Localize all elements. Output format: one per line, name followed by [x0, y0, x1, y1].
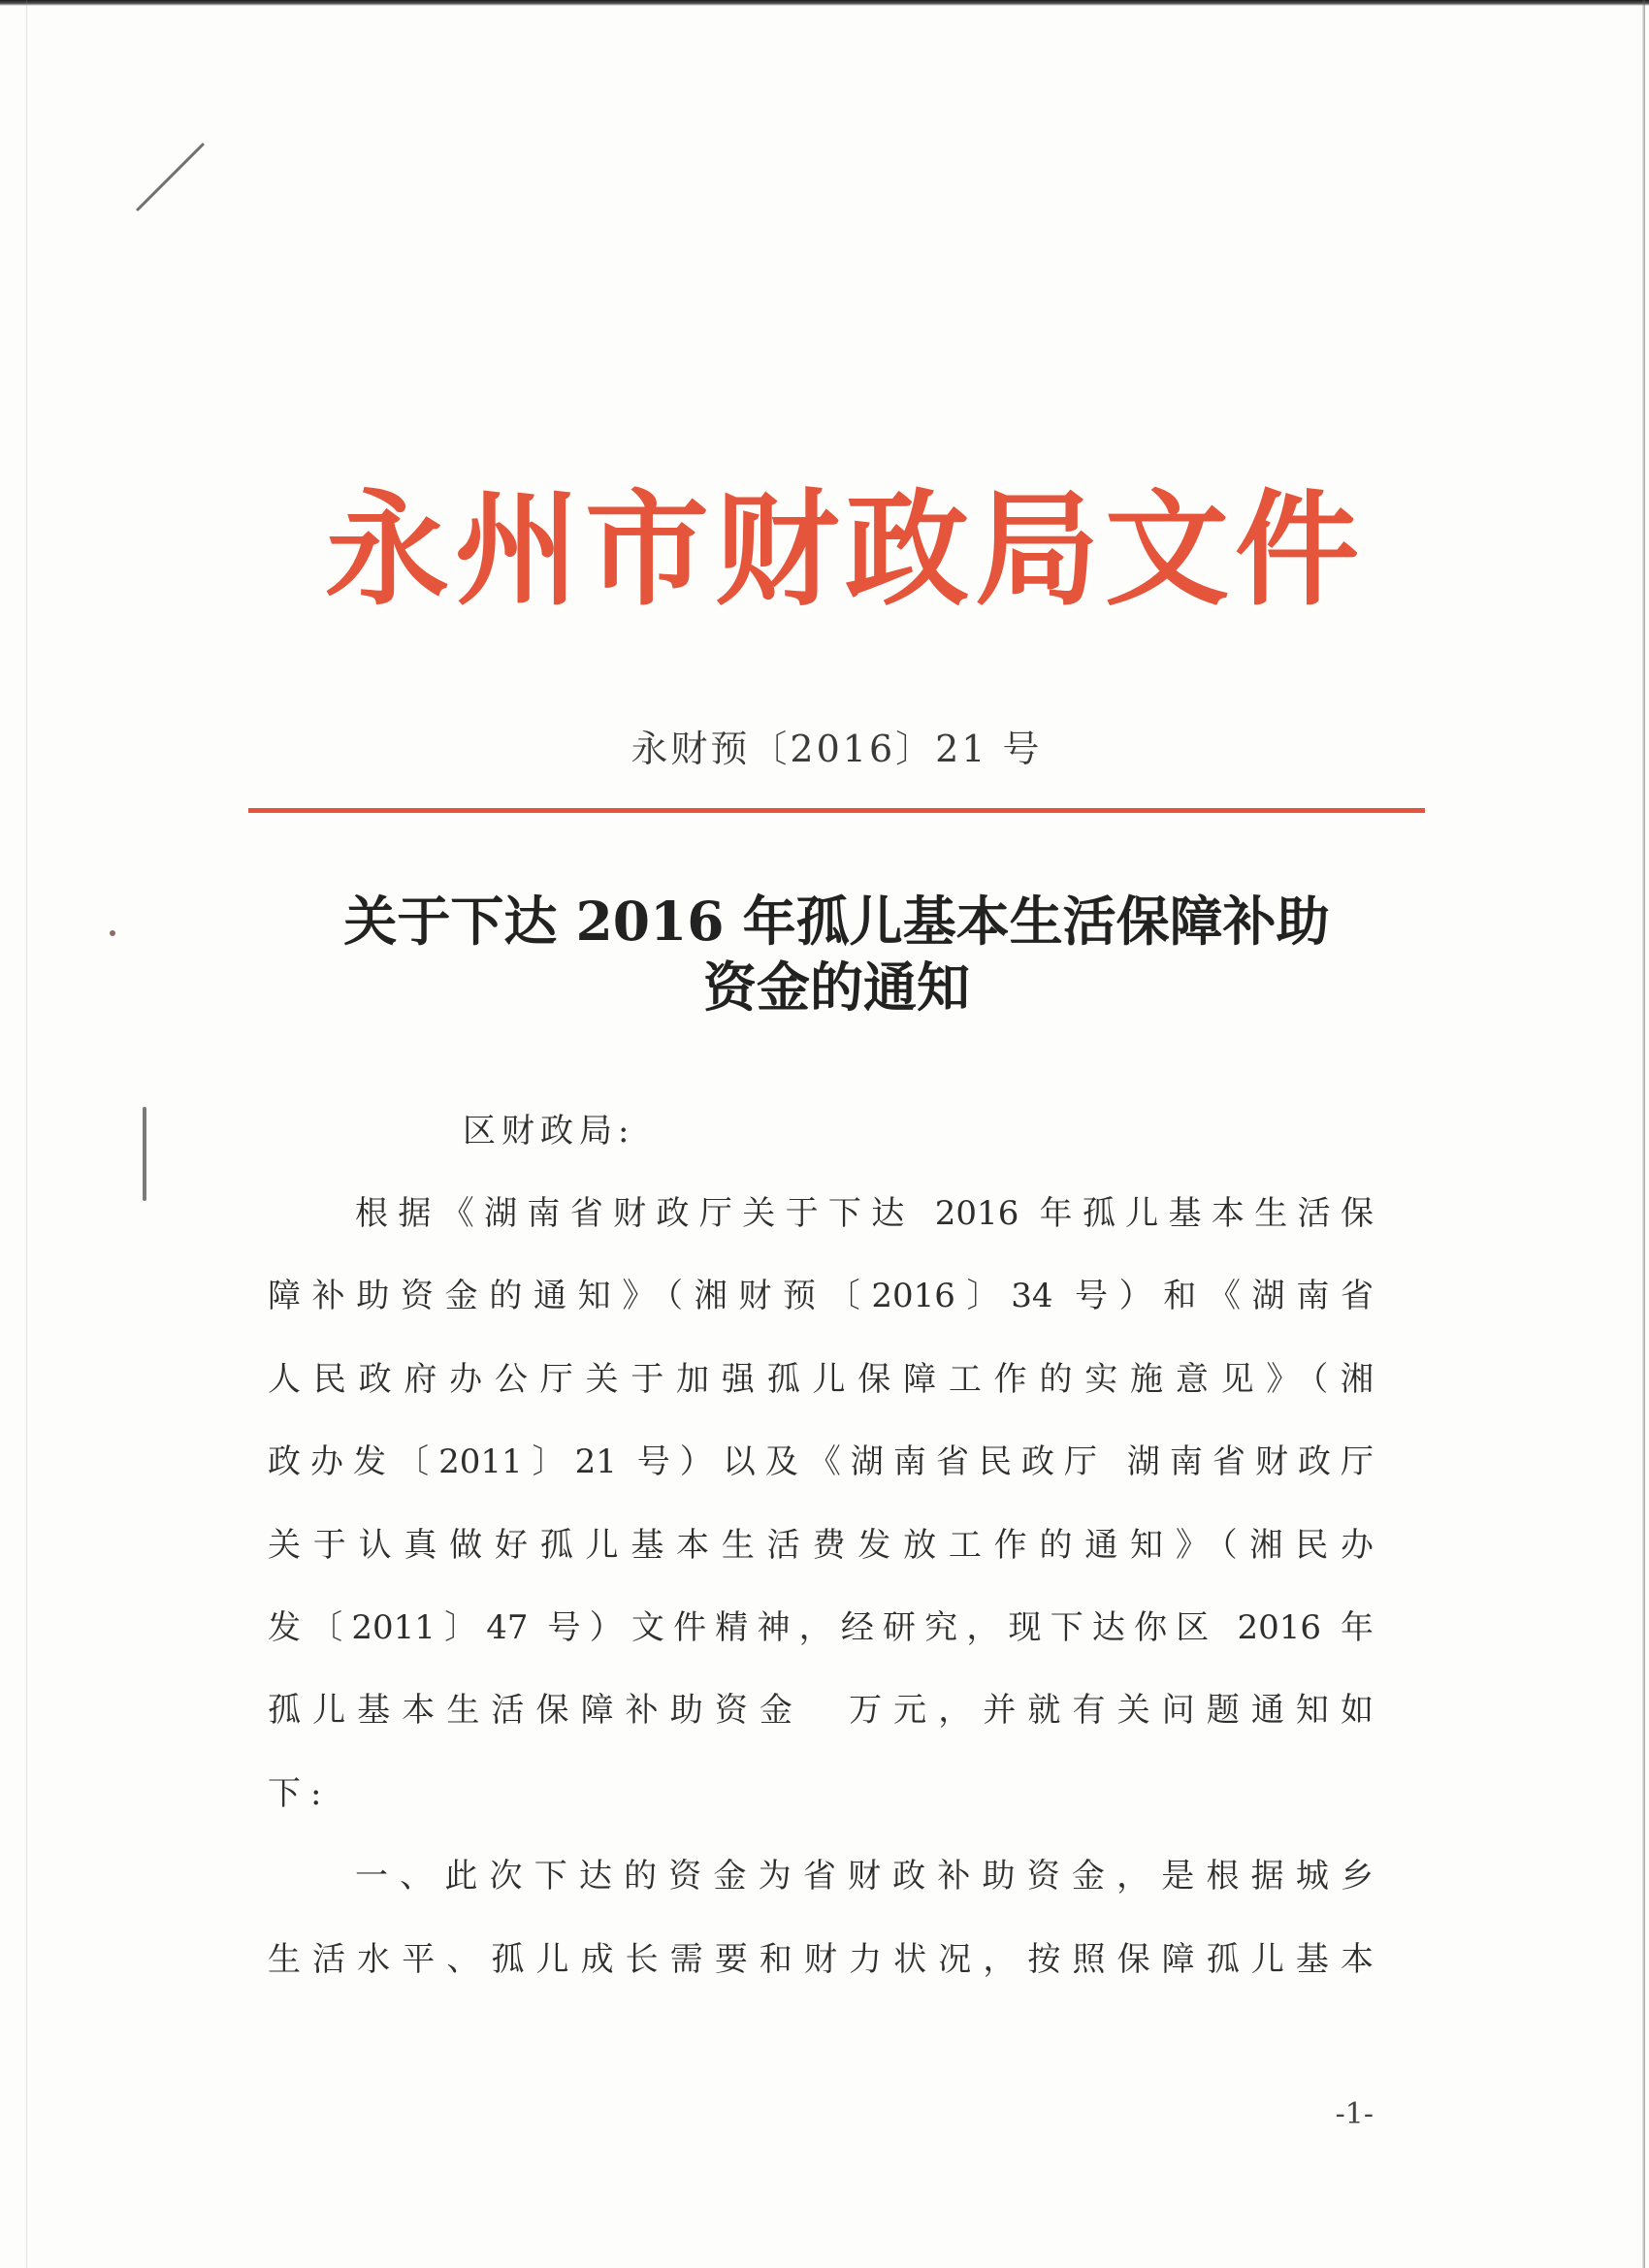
- body-line: 障补助资金的通知》（湘财预〔2016〕34 号）和《湖南省: [268, 1277, 1374, 1316]
- body-line: 发〔2011〕47 号）文件精神，经研究，现下达你区 2016 年: [268, 1607, 1374, 1647]
- document-number: 永财预〔2016〕21 号: [630, 728, 1043, 770]
- body-line: 政办发〔2011〕21 号）以及《湖南省民政厅 湖南省财政厅: [268, 1442, 1374, 1482]
- body-line: 下:: [268, 1773, 332, 1813]
- body-text: [268, 1173, 1374, 2001]
- body-line: 人民政府办公厅关于加强孤儿保障工作的实施意见》（湘: [268, 1359, 1374, 1399]
- document-title-line-1: 关于下达 2016 年孤儿基本生活保障补助: [343, 890, 1330, 953]
- body-line: 根据《湖南省财政厅关于下达 2016 年孤儿基本生活保: [355, 1194, 1374, 1233]
- document-title: [248, 889, 1425, 1021]
- body-line: 关于认真做好孤儿基本生活费发放工作的通知》（湘民办: [268, 1525, 1374, 1565]
- page-number: -1-: [1335, 2097, 1374, 2131]
- salutation: 区财政局:: [463, 1112, 635, 1150]
- letterhead-title: 永州市财政局文件: [325, 477, 1359, 623]
- scan-dot: [110, 930, 115, 936]
- letterhead-red-rule: [248, 808, 1425, 813]
- scan-staple-mark: [143, 1107, 146, 1201]
- scan-left-fold-line: [26, 0, 27, 2268]
- body-line: 一、此次下达的资金为省财政补助资金，是根据城乡: [355, 1857, 1374, 1896]
- scan-pencil-mark: [126, 136, 213, 223]
- document-title-line-2: 资金的通知: [702, 956, 970, 1019]
- scan-right-edge: [1642, 0, 1645, 2268]
- body-line: 生活水平、孤儿成长需要和财力状况，按照保障孤儿基本: [268, 1939, 1374, 1979]
- body-line: 孤儿基本生活保障补助资金 万元，并就有关问题通知如: [268, 1691, 1374, 1731]
- scan-top-edge: [0, 0, 1649, 6]
